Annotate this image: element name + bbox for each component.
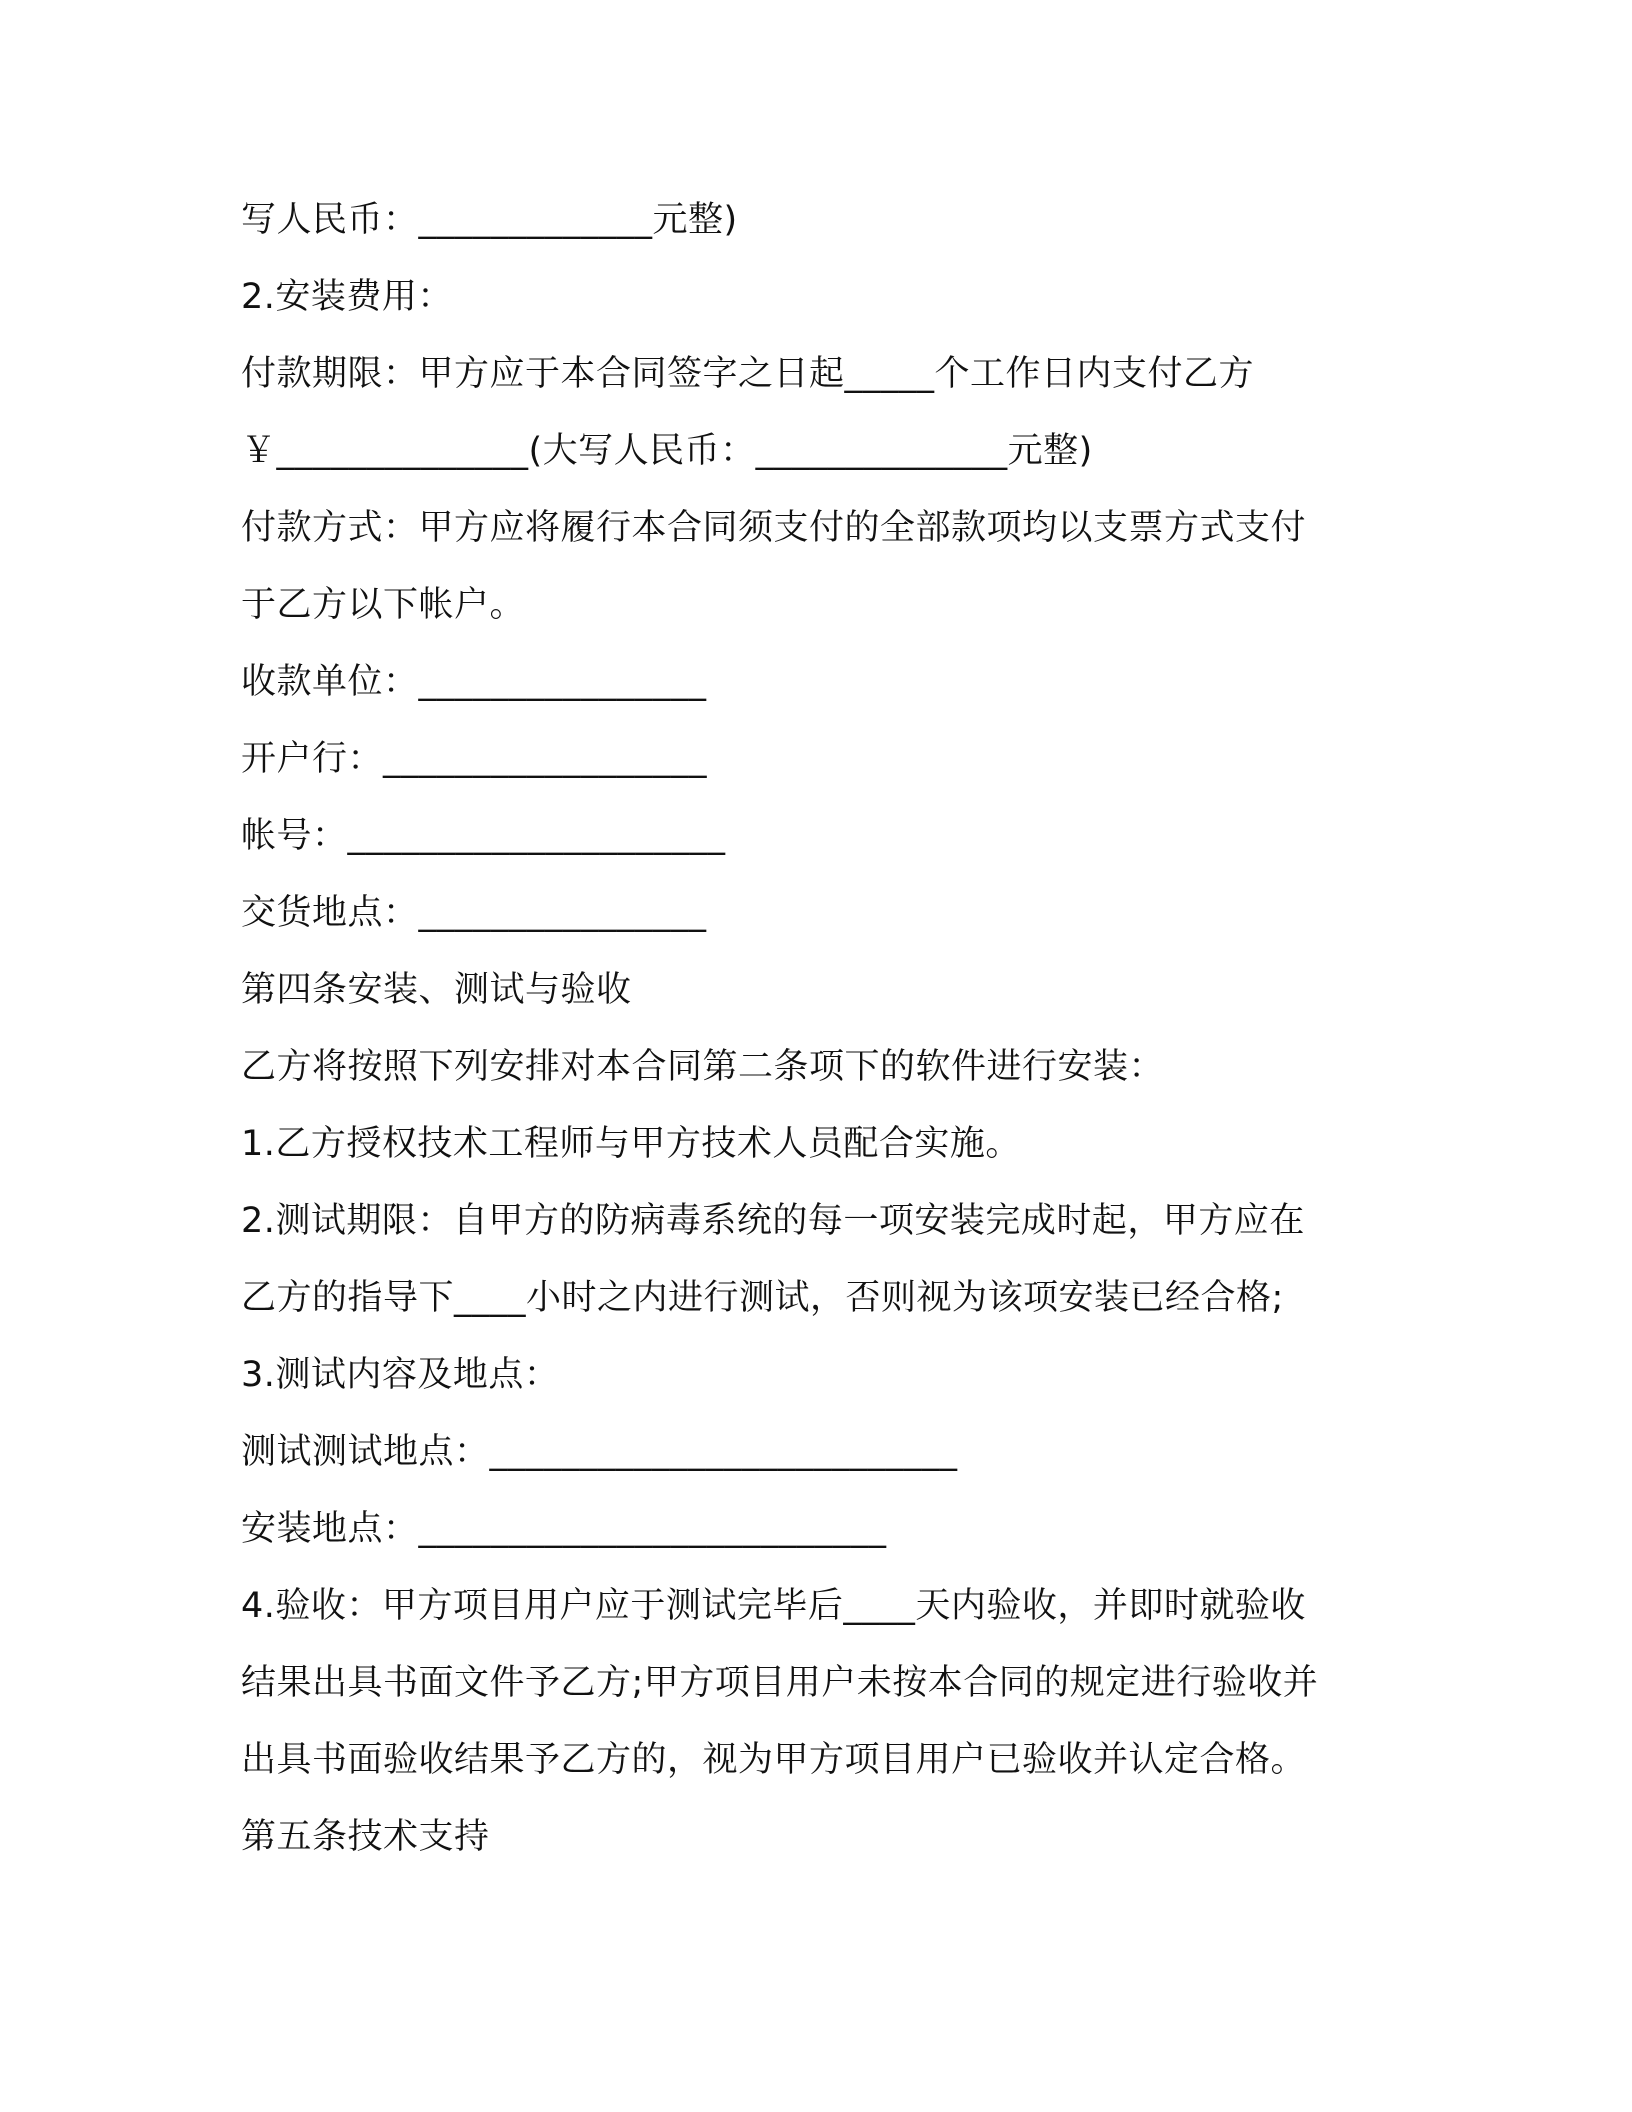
text-line-amount: ￥______________(大写人民币：______________元整) [241,431,1093,471]
text-line-payment-method: 付款方式：甲方应将履行本合同须支付的全部款项均以支票方式支付 [241,508,1307,548]
text-line-test-location: 测试测试地点：__________________________ [241,1432,958,1472]
text-line-account: 帐号：_____________________ [241,816,726,856]
text-line-item-2: 2.测试期限：自甲方的防病毒系统的每一项安装完成时起，甲方应在 [241,1201,1305,1241]
text-line-item-3: 3.测试内容及地点： [241,1355,560,1395]
text-line-item-2-cont: 乙方的指导下____小时之内进行测试，否则视为该项安装已经合格; [241,1278,1284,1318]
text-line-item-4-cont-2: 出具书面验收结果予乙方的，视为甲方项目用户已验收并认定合格。 [241,1740,1307,1780]
text-line-delivery-location: 交货地点：________________ [241,893,707,933]
text-line-install-intro: 乙方将按照下列安排对本合同第二条项下的软件进行安装： [241,1047,1165,1087]
text-line-item-4-cont-1: 结果出具书面文件予乙方;甲方项目用户未按本合同的规定进行验收并 [241,1663,1319,1703]
text-line-payment-capital: 写人民币：_____________元整) [241,200,738,240]
text-line-payment-term: 付款期限：甲方应于本合同签字之日起_____个工作日内支付乙方 [241,354,1255,394]
text-line-install-location: 安装地点：__________________________ [241,1509,887,1549]
text-line-installation-fee: 2.安装费用： [241,277,453,317]
text-line-bank: 开户行：__________________ [241,739,708,779]
text-line-payee: 收款单位：________________ [241,662,707,702]
text-line-item-4: 4.验收：甲方项目用户应于测试完毕后____天内验收，并即时就验收 [241,1586,1306,1626]
text-line-payment-method-cont: 于乙方以下帐户。 [241,585,526,625]
section-heading-article-4: 第四条安装、测试与验收 [241,970,632,1010]
text-line-item-1: 1.乙方授权技术工程师与甲方技术人员配合实施。 [241,1124,1021,1164]
section-heading-article-5: 第五条技术支持 [241,1817,490,1857]
